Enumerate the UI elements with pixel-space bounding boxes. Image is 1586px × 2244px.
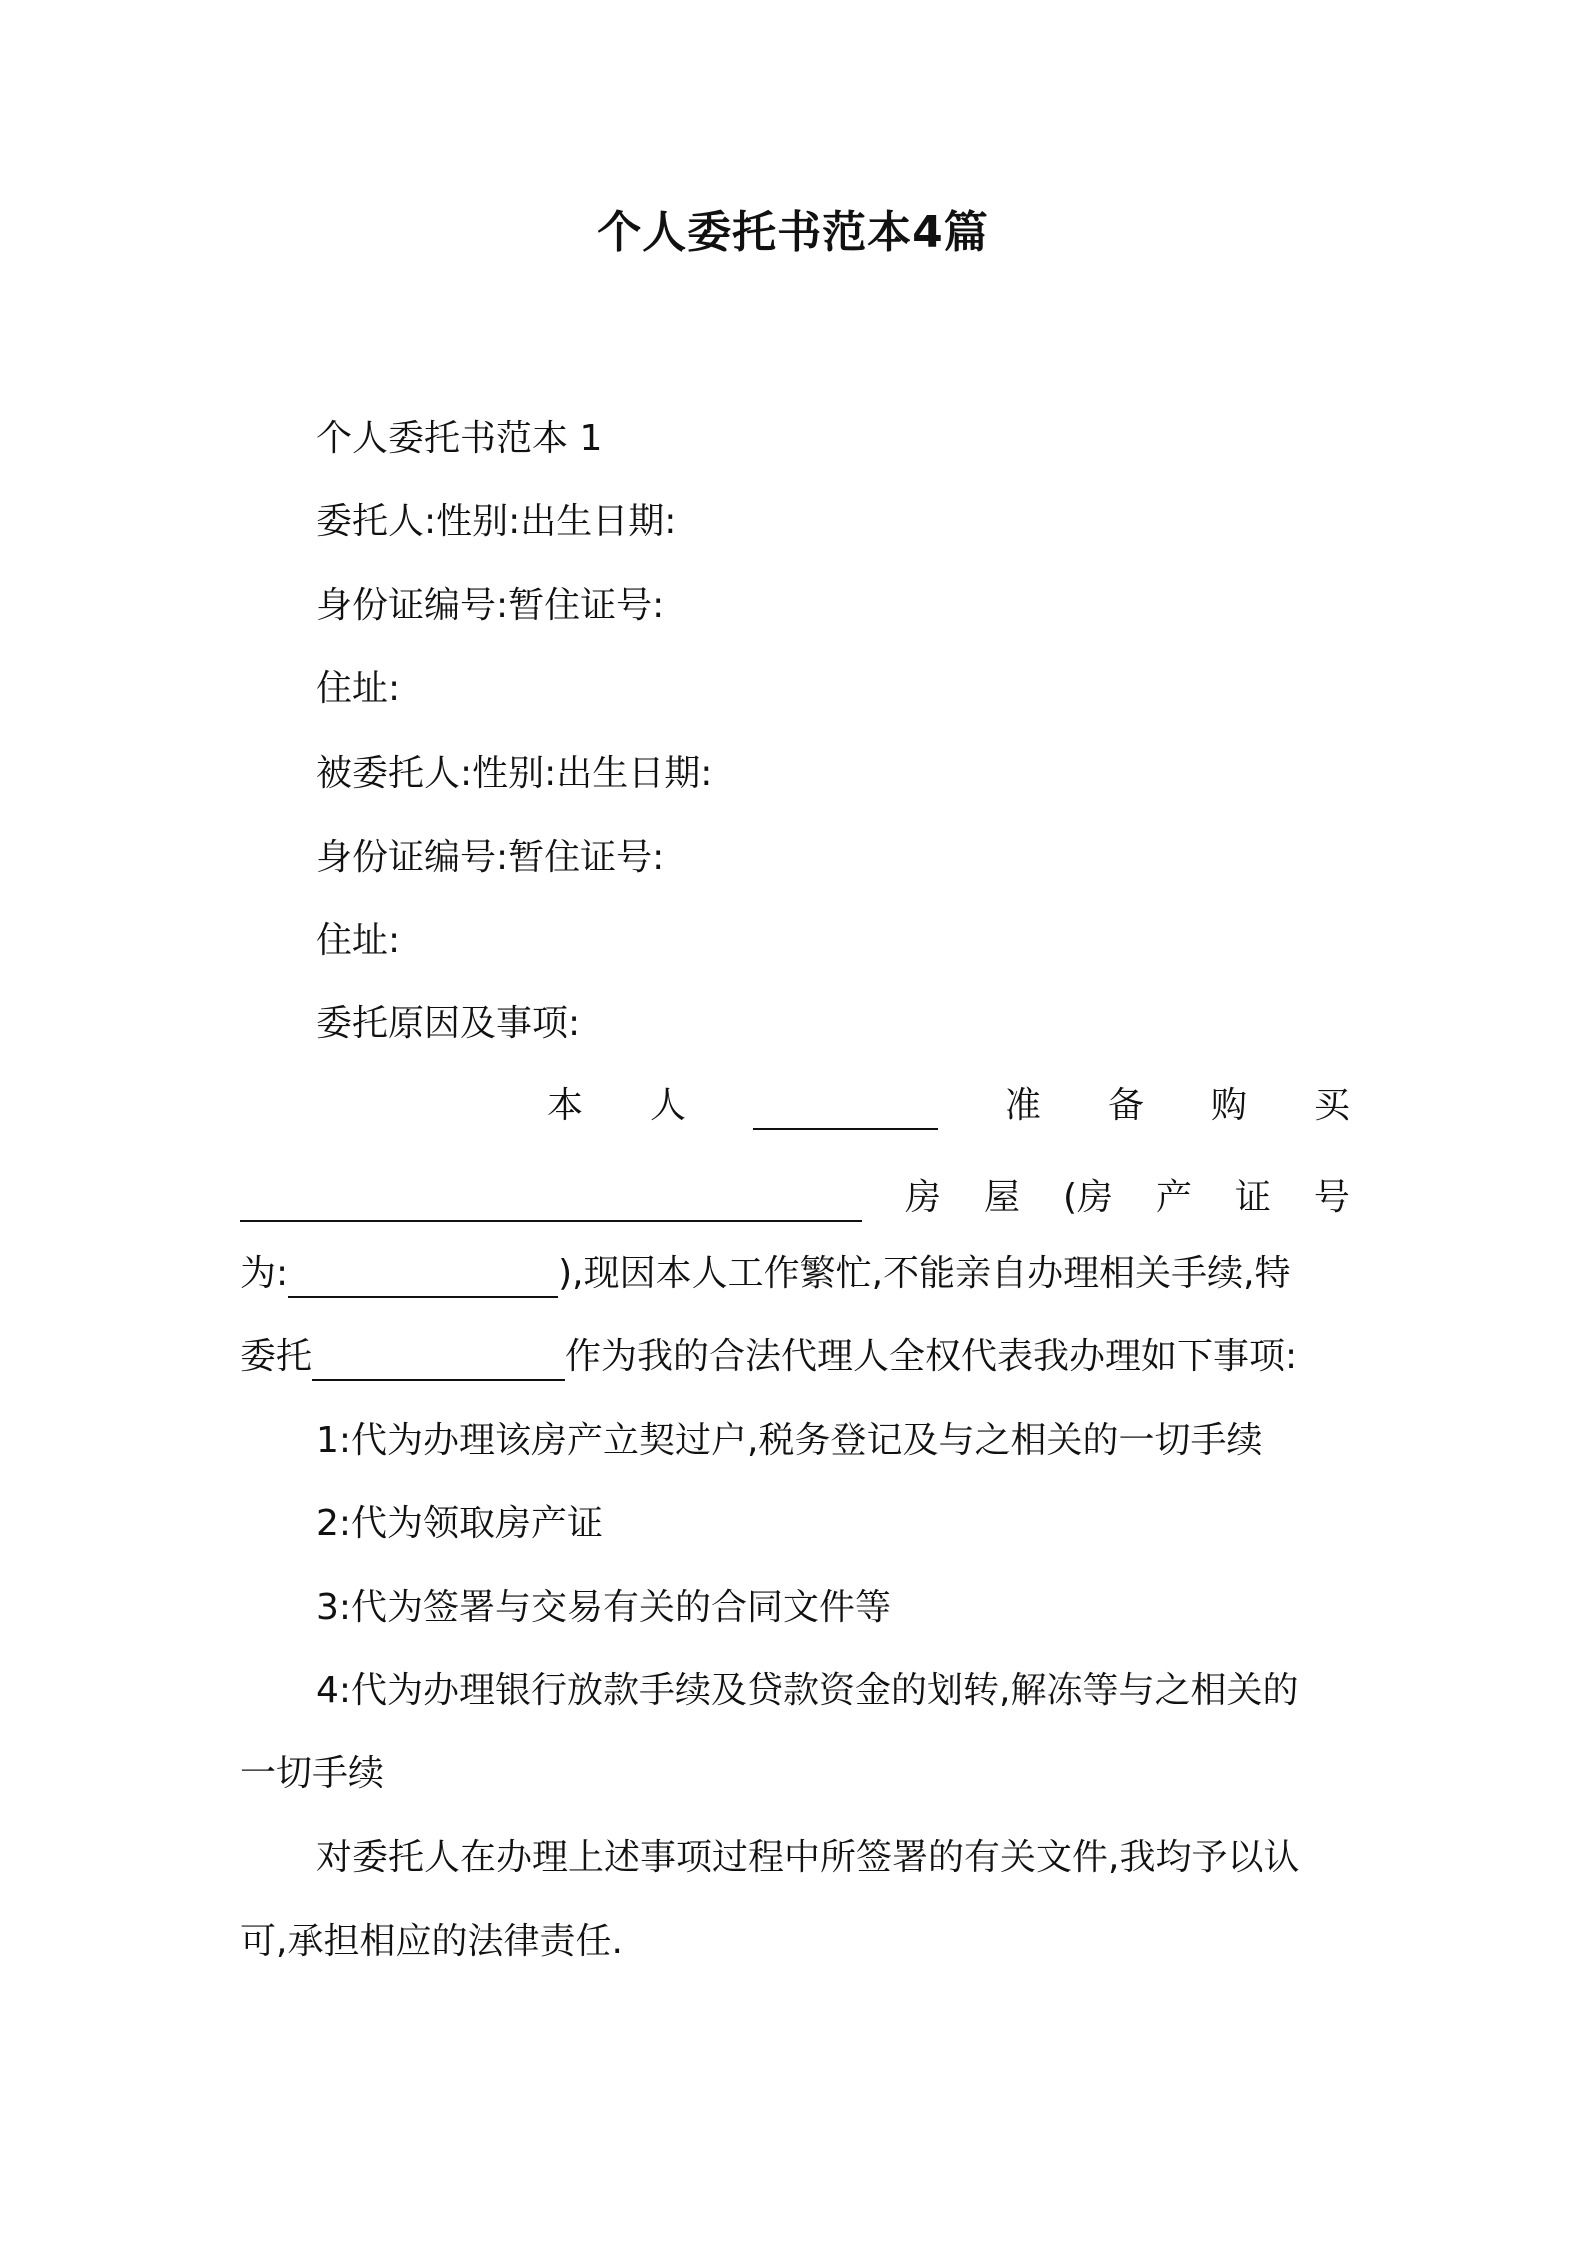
row2-char-chan: 产 [1155,1177,1192,1218]
closing-line-1: 对委托人在办理上述事项过程中所签署的有关文件,我均予以认 [316,1837,1300,1878]
body-row-3 [240,1250,1291,1298]
agent-id-line: 身份证编号:暂住证号: [316,837,665,878]
principal-id-line: 身份证编号:暂住证号: [316,585,665,626]
row1-char-mai: 买 [1313,1085,1350,1126]
agent-address-line: 住址: [316,920,401,961]
row1-char-ren: 人 [649,1085,686,1126]
certificate-number-blank [288,1256,558,1298]
body-row-4 [240,1333,1297,1381]
list-item-1: 1:代为办理该房产立契过户,税务登记及与之相关的一切手续 [316,1420,1263,1461]
principal-address-line: 住址: [316,668,401,709]
property-address-blank [240,1180,862,1222]
row2-char-hao: 号 [1313,1177,1350,1218]
reason-heading: 委托原因及事项: [316,1003,581,1044]
agent-line: 被委托人:性别:出生日期: [316,753,713,794]
row1-char-bei: 备 [1107,1085,1144,1126]
section-heading: 个人委托书范本 1 [316,418,603,459]
row1-char-zhun: 准 [1004,1085,1041,1126]
agent-name-blank [312,1339,565,1381]
row2-char-wu: 屋 [983,1177,1020,1218]
row4-suffix: 作为我的合法代理人全权代表我办理如下事项: [565,1336,1298,1377]
buyer-name-blank [753,1088,938,1130]
row1-char-ben: 本 [546,1085,583,1126]
row3-suffix: ),现因本人工作繁忙,不能亲自办理相关手续,特 [558,1253,1291,1294]
row2-paren-fang: (房 [1062,1177,1113,1218]
document-title: 个人委托书范本4篇 [597,207,989,258]
row2-char-zheng: 证 [1234,1177,1271,1218]
row4-prefix: 委托 [240,1336,313,1377]
closing-line-2: 可,承担相应的法律责任. [240,1921,623,1962]
row1-char-gou: 购 [1210,1085,1247,1126]
principal-line: 委托人:性别:出生日期: [316,501,677,542]
list-item-4-line-2: 一切手续 [240,1753,385,1794]
list-item-3: 3:代为签署与交易有关的合同文件等 [316,1587,892,1628]
body-row-1 [240,1082,1350,1130]
list-item-2: 2:代为领取房产证 [316,1503,604,1544]
row2-char-fang: 房 [904,1177,941,1218]
list-item-4-line-1: 4:代为办理银行放款手续及贷款资金的划转,解冻等与之相关的 [316,1670,1299,1711]
body-row-2 [240,1174,1350,1222]
row3-prefix: 为: [240,1253,289,1294]
